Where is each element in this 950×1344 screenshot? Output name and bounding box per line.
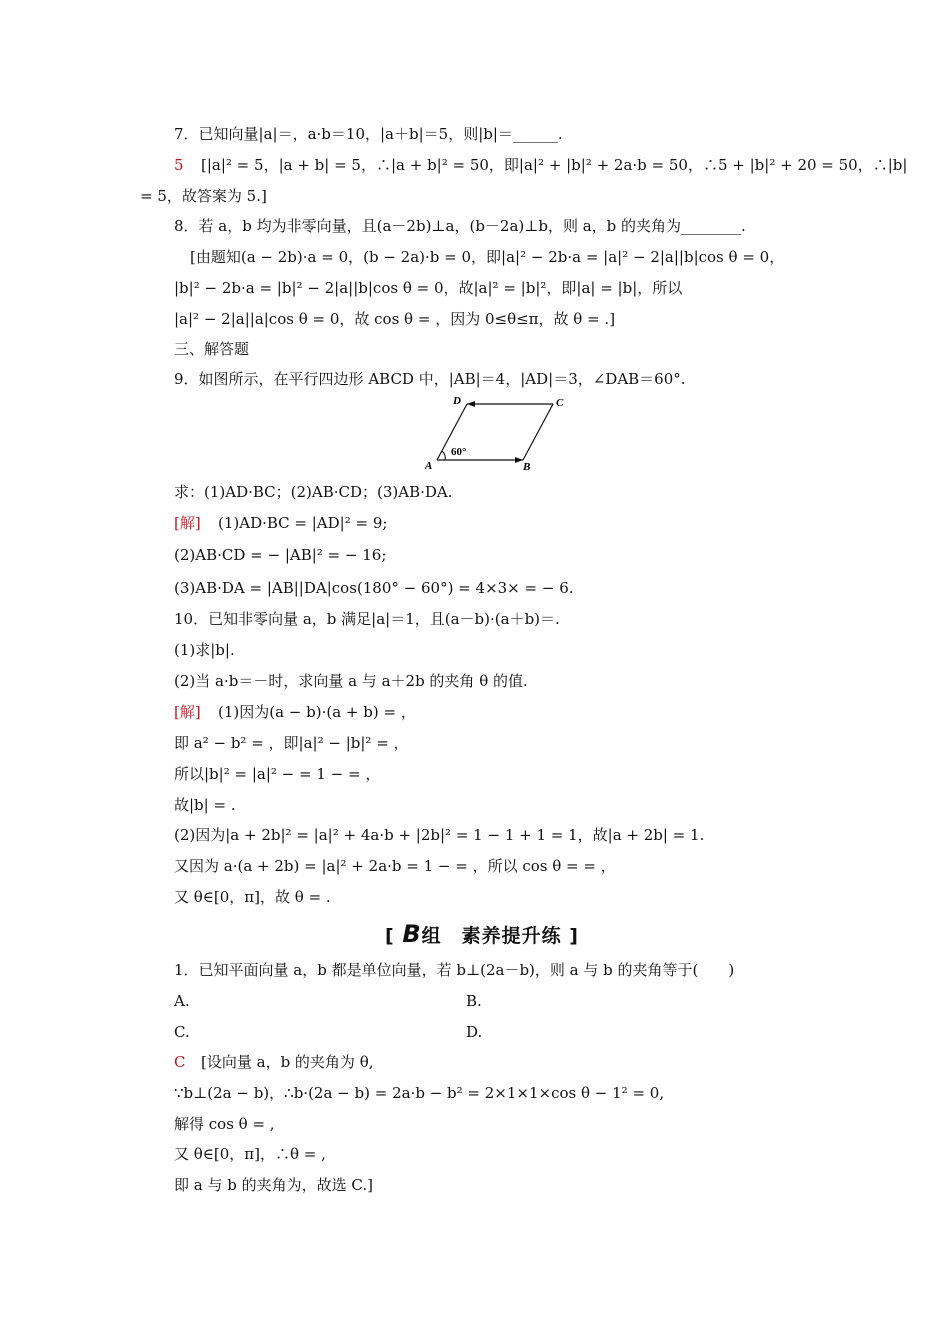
text-line: 1．已知平面向量 a，b 都是单位向量，若 b⊥(2a－b)，则 a 与 b 的夹角等于( ) xyxy=(174,961,735,979)
text-line: |a|² − 2|a||a|cos θ = 0，故 cos θ = ，因为 0≤θ≤π，故 θ = .] xyxy=(174,310,616,328)
text-line: 5 xyxy=(174,156,184,174)
text-line: 即 a 与 b 的夹角为，故选 C.] xyxy=(174,1176,373,1194)
text-line: |b|² − 2b·a = |b|² − 2|a||b|cos θ = 0，故|a|² = |b|²，即|a| = |b|，所以 xyxy=(174,279,683,297)
text-line: A. xyxy=(174,992,190,1010)
parallelogram-figure xyxy=(415,392,575,478)
text-line: 8．若 a，b 均为非零向量，且(a－2b)⊥a，(b－2a)⊥b，则 a，b 的夹角为________. xyxy=(174,217,746,235)
text-line: B. xyxy=(466,992,482,1010)
side-bc xyxy=(523,404,553,460)
section-letter: B xyxy=(402,920,422,948)
section-name: 组 素养提升练 xyxy=(421,925,562,947)
bracket-close: ] xyxy=(569,925,579,947)
text-line: 所以|b|² = |a|² − = 1 − = ， xyxy=(174,765,381,783)
text-line: = 5，故答案为 5.] xyxy=(140,187,267,205)
text-line: C. xyxy=(174,1023,190,1041)
text-line: [解] xyxy=(174,514,201,532)
text-line: 即 a² − b² = ，即|a|² − |b|² = ， xyxy=(174,734,409,752)
text-line: [由题知(a − 2b)·a = 0，(b − 2a)·b = 0，即|a|² − 2b·a = |a|² − 2|a||b|cos θ = 0， xyxy=(190,248,785,266)
label-angle: 60° xyxy=(451,446,467,458)
text-line: 又 θ∈[0，π]，∴θ = , xyxy=(174,1145,326,1163)
text-line: 故|b| = . xyxy=(174,796,236,814)
text-line: 10．已知非零向量 a，b 满足|a|＝1，且(a－b)·(a＋b)＝. xyxy=(174,610,560,628)
text-line: 又因为 a·(a + 2b) = |a|² + 2a·b = 1 − = ，所以 cos θ = = ， xyxy=(174,857,616,875)
text-line: [设向量 a，b 的夹角为 θ, xyxy=(201,1053,374,1071)
label-d: D xyxy=(453,395,461,407)
text-line: 三、解答题 xyxy=(174,340,250,358)
text-line: [解] xyxy=(174,703,201,721)
text-line: (2)因为|a + 2b|² = |a|² + 4a·b + |2b|² = 1 − 1 + 1 = 1，故|a + 2b| = 1. xyxy=(174,826,705,844)
text-line: 又 θ∈[0，π]，故 θ = . xyxy=(174,888,331,906)
label-b: B xyxy=(523,461,531,473)
text-line: (1)AD·BC = |AD|² = 9; xyxy=(218,514,388,532)
text-line: (2)当 a·b＝－时，求向量 a 与 a＋2b 的夹角 θ 的值. xyxy=(174,672,528,690)
text-line: 解得 cos θ = , xyxy=(174,1115,275,1133)
text-line: D. xyxy=(466,1023,483,1041)
text-line: (2)AB·CD = − |AB|² = − 16; xyxy=(174,546,387,564)
text-line: 9．如图所示，在平行四边形 ABCD 中，|AB|＝4，|AD|＝3，∠DAB＝60°. xyxy=(174,370,686,388)
text-line: (1)求|b|. xyxy=(174,641,235,659)
arrowhead-d xyxy=(467,401,475,407)
label-c: C xyxy=(556,397,564,409)
arrowhead-b xyxy=(515,457,523,463)
text-line: 求：(1)AD·BC；(2)AB·CD；(3)AB·DA. xyxy=(174,483,453,501)
label-a: A xyxy=(425,460,433,472)
text-line: (1)因为(a − b)·(a + b) = ， xyxy=(218,703,416,721)
text-line: ∵b⊥(2a − b)，∴b·(2a − b) = 2a·b − b² = 2×1×1×cos θ − 1² = 0, xyxy=(174,1084,665,1102)
bracket-open: [ xyxy=(385,925,395,947)
angle-arc xyxy=(442,451,445,460)
text-line: C xyxy=(174,1053,186,1071)
text-line: 7．已知向量|a|＝，a·b＝10，|a＋b|＝5，则|b|＝______. xyxy=(174,125,563,143)
section-b-title xyxy=(385,920,579,948)
text-line: [|a|² = 5，|a + b| = 5，∴|a + b|² = 50，即|a|² + |b|² + 2a·b = 50，∴5 + |b|² + 20 = 50，∴|b| xyxy=(201,156,908,174)
text-line: (3)AB·DA = |AB||DA|cos(180° − 60°) = 4×3× = − 6. xyxy=(174,579,574,597)
